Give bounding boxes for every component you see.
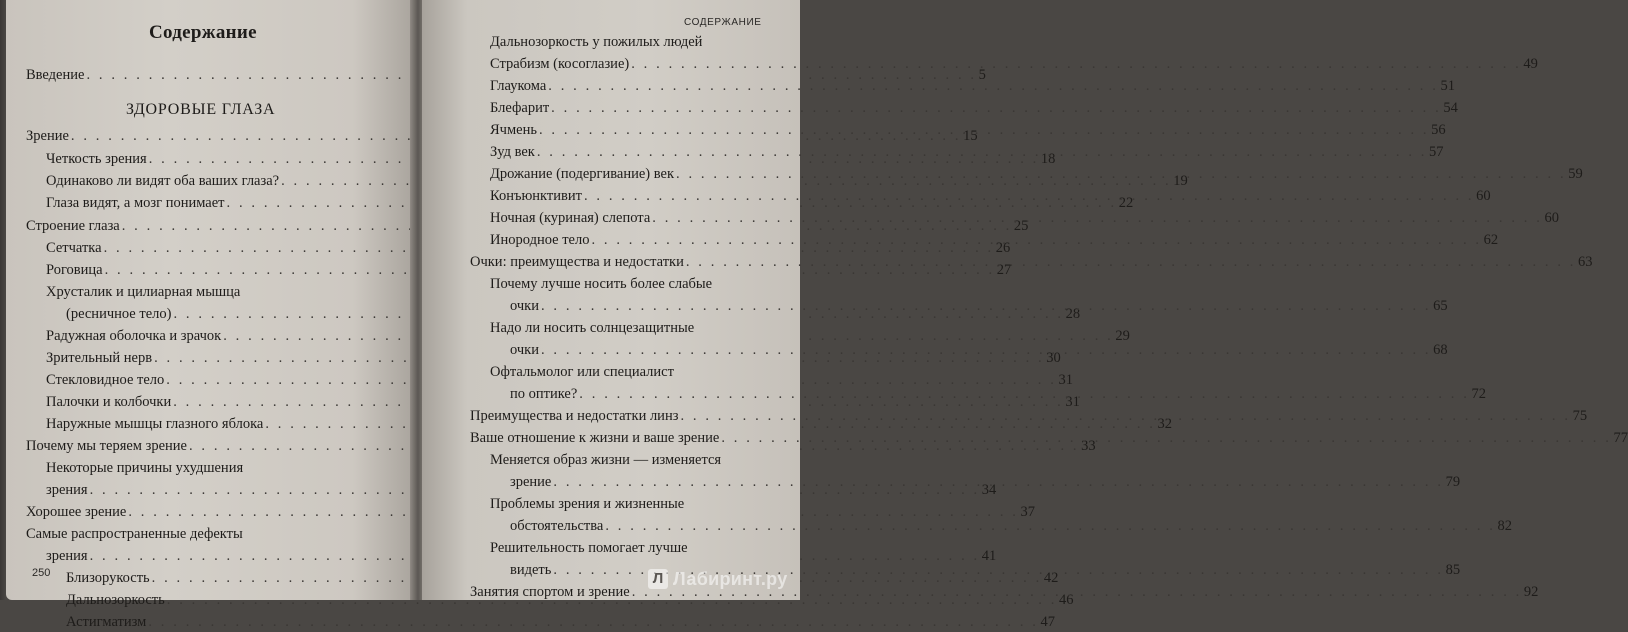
toc-entry: Дрожание (подергивание) век . . . 59 (490, 164, 778, 184)
toc-entry: зрения . . . 41 (46, 546, 364, 566)
toc-entry: Зрительный нерв . . . 30 (46, 348, 364, 368)
toc-entry: Почему мы теряем зрение . . . 33 (26, 436, 364, 456)
labirint-logo-icon: Л (648, 569, 668, 589)
toc-entry-first-line: Проблемы зрения и жизненные (490, 496, 685, 512)
toc-entry: Ваше отношение к жизни и ваше зрение . . . 77 (470, 428, 778, 448)
page-title: Содержание (149, 22, 257, 43)
toc-entry-first-line: Самые распространенные дефекты (26, 526, 243, 542)
toc-entry-first-line: Надо ли носить солнцезащитные (490, 320, 695, 336)
toc-entry: Четкость зрения . . . 18 (46, 149, 364, 169)
toc-entry: Занятия спортом и зрение . . . 92 (470, 582, 778, 602)
toc-entry-first-line: Решительность помогает лучше (490, 540, 688, 556)
toc-entry: зрения . . . 34 (46, 480, 364, 500)
toc-entry: Зрение . . . 15 (26, 126, 364, 146)
toc-entry: Сетчатка . . . 26 (46, 238, 364, 258)
toc-entry-first-line: Хрусталик и цилиарная мышца (46, 284, 241, 300)
section-title: ЗДОРОВЫЕ ГЛАЗА (126, 101, 276, 118)
toc-entry: Астигматизм . . . 47 (66, 612, 364, 632)
toc-entry: видеть . . . 85 (510, 560, 778, 580)
toc-entry: Стекловидное тело . . . 31 (46, 370, 364, 390)
watermark (648, 566, 796, 592)
toc-entry-vvedenie: Введение . . . 5 (26, 65, 350, 85)
toc-entry: Зуд век . . . 57 (490, 142, 778, 162)
toc-entry: Строение глаза . . . 25 (26, 216, 364, 236)
toc-entry: Преимущества и недостатки линз . . . 75 (470, 406, 778, 426)
toc-entry: зрение . . . 79 (510, 472, 778, 492)
toc-entry: Наружные мышцы глазного яблока . . . 32 (46, 414, 364, 434)
toc-entry: Палочки и колбочки . . . 31 (46, 392, 364, 412)
toc-entry: Роговица . . . 27 (46, 260, 364, 280)
toc-entry: Инородное тело . . . 62 (490, 230, 778, 250)
toc-entry: Близорукость . . . 42 (66, 568, 364, 588)
toc-entry: Глаукома . . . 51 (490, 76, 778, 96)
toc-entry-first-line: Почему лучше носить более слабые (490, 276, 713, 292)
toc-entry: Одинаково ли видят оба ваших глаза? . . . 19 (46, 171, 364, 191)
toc-entry: (ресничное тело) . . . 28 (66, 304, 364, 324)
toc-entry: Конъюнктивит . . . 60 (490, 186, 778, 206)
toc-entry: Очки: преимущества и недостатки . . . 63 (470, 252, 778, 272)
toc-entry: обстоятельства . . . 82 (510, 516, 778, 536)
toc-entry: по оптике? . . . 72 (510, 384, 778, 404)
toc-entry: Ночная (куриная) слепота . . . 60 (490, 208, 778, 228)
toc-entry-first-line: Некоторые причины ухудшения (46, 460, 244, 476)
toc-entry: Блефарит . . . 54 (490, 98, 778, 118)
toc-entry: Ячмень . . . 56 (490, 120, 778, 140)
toc-entry: Радужная оболочка и зрачок . . . 29 (46, 326, 364, 346)
toc-entry: очки . . . 68 (510, 340, 778, 360)
watermark-text: Лабиринт.ру (673, 568, 788, 589)
page-number: 250 (32, 567, 51, 579)
toc-entry: очки . . . 65 (510, 296, 778, 316)
toc-entry-first-line: Меняется образ жизни — изменяется (490, 452, 722, 468)
toc-entry: Дальнозоркость . . . 46 (66, 590, 364, 610)
toc-entry: Хорошее зрение . . . 37 (26, 502, 364, 522)
toc-entry: Глаза видят, а мозг понимает . . . 22 (46, 193, 364, 213)
toc-entry-first-line: Дальнозоркость у пожилых людей (490, 34, 703, 50)
toc-entry: Страбизм (косоглазие) . . . 49 (490, 54, 778, 74)
running-head: СОДЕРЖАНИЕ (684, 17, 762, 28)
toc-entry-first-line: Офтальмолог или специалист (490, 364, 674, 380)
